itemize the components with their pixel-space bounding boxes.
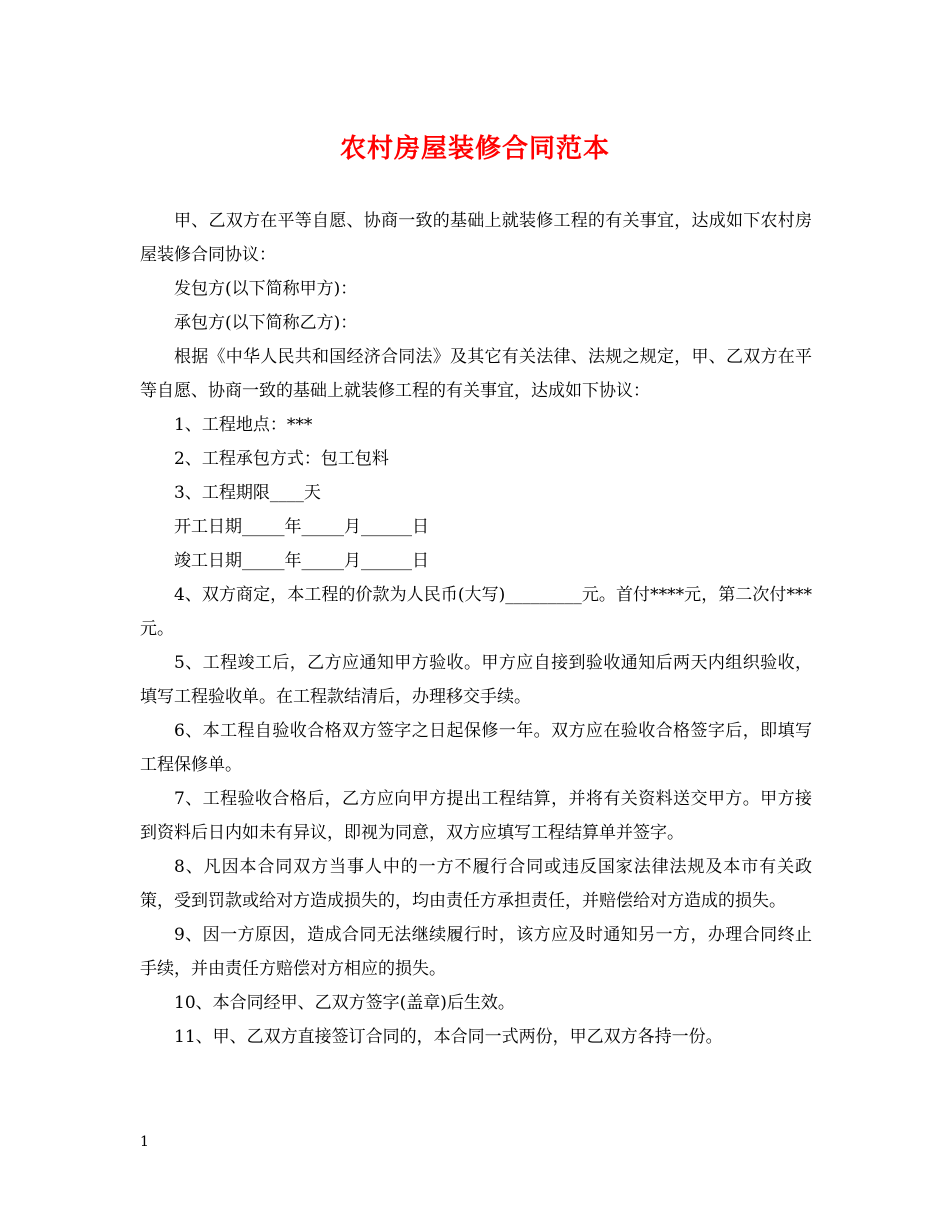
clause-10-effective: 10、本合同经甲、乙双方签字(盖章)后生效。 (174, 993, 515, 1013)
clause-9-termination: 9、因一方原因，造成合同无法继续履行时，该方应及时通知另一方，办理合同终止手续，并由责任方赔偿对方相应的损失。 (140, 925, 812, 979)
document-title: 农村房屋装修合同范本 (339, 134, 610, 164)
paragraph-party-a: 发包方(以下简称甲方)： (174, 279, 358, 299)
clause-11-copies: 11、甲、乙双方直接签订合同的，本合同一式两份，甲乙双方各持一份。 (174, 1027, 723, 1047)
paragraph-legal-basis: 根据《中华人民共和国经济合同法》及其它有关法律、法规之规定，甲、乙双方在平等自愿、协商一致的基础上就装修工程的有关事宜，达成如下协议： (140, 347, 812, 401)
page-number: 1 (140, 1134, 149, 1150)
start-date-line: 开工日期_____年_____月______日 (174, 517, 429, 537)
clause-7-settlement: 7、工程验收合格后，乙方应向甲方提出工程结算，并将有关资料送交甲方。甲方接到资料后日内如未有异议，即视为同意，双方应填写工程结算单并签字。 (140, 789, 812, 843)
clause-5-acceptance: 5、工程竣工后，乙方应通知甲方验收。甲方应自接到验收通知后两天内组织验收，填写工程验收单。在工程款结清后，办理移交手续。 (140, 653, 812, 707)
completion-date-line: 竣工日期_____年_____月______日 (174, 551, 429, 571)
clause-4-price: 4、双方商定，本工程的价款为人民币(大写)_________元。首付****元，第二次付***元。 (140, 585, 812, 639)
clause-1-location: 1、工程地点：*** (174, 415, 313, 435)
document-body (140, 204, 812, 1054)
clause-2-contract-type: 2、工程承包方式：包工包料 (174, 449, 389, 469)
clause-8-liability: 8、凡因本合同双方当事人中的一方不履行合同或违反国家法律法规及本市有关政策，受到罚款或给对方造成损失的，均由责任方承担责任，并赔偿给对方造成的损失。 (140, 857, 812, 911)
paragraph-intro: 甲、乙双方在平等自愿、协商一致的基础上就装修工程的有关事宜，达成如下农村房屋装修合同协议： (140, 211, 812, 265)
paragraph-party-b: 承包方(以下简称乙方)： (174, 313, 358, 333)
clause-6-warranty: 6、本工程自验收合格双方签字之日起保修一年。双方应在验收合格签字后，即填写工程保修单。 (140, 721, 812, 775)
clause-3-duration: 3、工程期限____天 (174, 483, 321, 503)
